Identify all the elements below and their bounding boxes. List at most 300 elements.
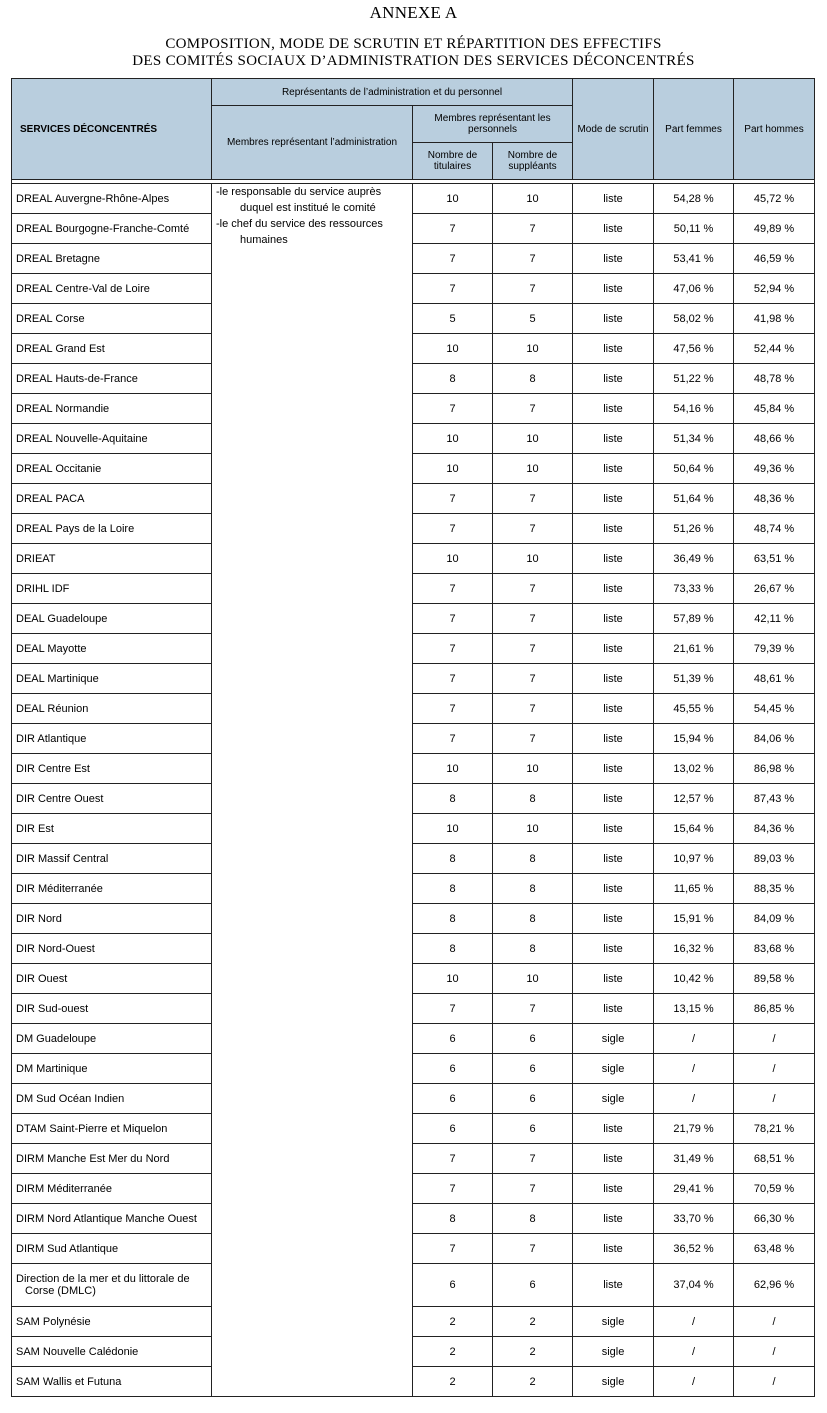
table-row	[12, 1264, 815, 1307]
titulaires-cell: 7	[413, 514, 493, 544]
part-hommes-cell: 84,06 %	[734, 724, 815, 754]
service-name-cell	[12, 544, 212, 574]
service-name-cell	[12, 304, 212, 334]
part-hommes-cell: 62,96 %	[734, 1264, 815, 1307]
service-name-cell	[12, 604, 212, 634]
part-hommes-cell: 52,94 %	[734, 274, 815, 304]
part-femmes-cell: 54,28 %	[654, 184, 734, 214]
table-row	[12, 1367, 815, 1397]
suppleants-cell: 7	[493, 1174, 573, 1204]
part-hommes-cell: 41,98 %	[734, 304, 815, 334]
service-name-cell	[12, 484, 212, 514]
part-femmes-cell: 50,11 %	[654, 214, 734, 244]
part-femmes-cell: 58,02 %	[654, 304, 734, 334]
mode-scrutin-cell: liste	[573, 1204, 654, 1234]
mode-scrutin-cell: liste	[573, 724, 654, 754]
mode-scrutin-cell: liste	[573, 1144, 654, 1174]
table-row	[12, 754, 815, 784]
suppleants-cell: 10	[493, 334, 573, 364]
table-row	[12, 394, 815, 424]
service-name-cell	[12, 394, 212, 424]
suppleants-cell: 7	[493, 1234, 573, 1264]
part-hommes-cell: 84,09 %	[734, 904, 815, 934]
part-femmes-cell: 21,61 %	[654, 634, 734, 664]
suppleants-cell: 7	[493, 634, 573, 664]
part-hommes-cell: 48,66 %	[734, 424, 815, 454]
suppleants-cell: 10	[493, 754, 573, 784]
mode-scrutin-cell: liste	[573, 664, 654, 694]
table-row	[12, 424, 815, 454]
table-row	[12, 184, 815, 214]
part-hommes-cell: 26,67 %	[734, 574, 815, 604]
titulaires-cell: 8	[413, 784, 493, 814]
titulaires-cell: 6	[413, 1264, 493, 1307]
titulaires-cell: 10	[413, 184, 493, 214]
service-name: DTAM Saint-Pierre et Miquelon	[16, 1122, 168, 1135]
header-membres-administration: Membres représentant l’administration	[212, 106, 413, 180]
table-row	[12, 634, 815, 664]
service-name-cell	[12, 1234, 212, 1264]
titulaires-cell: 10	[413, 814, 493, 844]
part-femmes-cell: 51,26 %	[654, 514, 734, 544]
part-hommes-cell: 48,74 %	[734, 514, 815, 544]
service-name-cell	[12, 664, 212, 694]
header-mode-scrutin: Mode de scrutin	[573, 79, 654, 180]
suppleants-cell: 8	[493, 844, 573, 874]
mode-scrutin-cell: liste	[573, 814, 654, 844]
mode-scrutin-cell: liste	[573, 634, 654, 664]
service-name: DM Martinique	[16, 1062, 88, 1075]
suppleants-cell: 6	[493, 1024, 573, 1054]
mode-scrutin-cell: liste	[573, 184, 654, 214]
service-name-cell	[12, 1114, 212, 1144]
service-name-cell	[12, 934, 212, 964]
service-name-cell	[12, 1144, 212, 1174]
titulaires-cell: 10	[413, 754, 493, 784]
mode-scrutin-cell: liste	[573, 1264, 654, 1307]
service-name-cell	[12, 214, 212, 244]
suppleants-cell: 10	[493, 424, 573, 454]
part-hommes-cell: 42,11 %	[734, 604, 815, 634]
table-row	[12, 1084, 815, 1114]
part-femmes-cell: 15,64 %	[654, 814, 734, 844]
suppleants-cell: 7	[493, 664, 573, 694]
mode-scrutin-cell: liste	[573, 934, 654, 964]
suppleants-cell: 7	[493, 604, 573, 634]
service-name-cell	[12, 1264, 212, 1307]
service-name: DREAL Auvergne-Rhône-Alpes	[16, 192, 170, 205]
service-name: DREAL Centre-Val de Loire	[16, 282, 150, 295]
mode-scrutin-cell: sigle	[573, 1024, 654, 1054]
suppleants-cell: 8	[493, 904, 573, 934]
suppleants-cell: 6	[493, 1114, 573, 1144]
table-row	[12, 844, 815, 874]
part-hommes-cell: 68,51 %	[734, 1144, 815, 1174]
part-hommes-cell: 86,98 %	[734, 754, 815, 784]
titulaires-cell: 8	[413, 1204, 493, 1234]
titulaires-cell: 8	[413, 904, 493, 934]
part-femmes-cell: 51,39 %	[654, 664, 734, 694]
titulaires-cell: 8	[413, 874, 493, 904]
service-name-cell	[12, 184, 212, 214]
part-femmes-cell: 45,55 %	[654, 694, 734, 724]
service-name: SAM Wallis et Futuna	[16, 1375, 122, 1388]
suppleants-cell: 8	[493, 874, 573, 904]
service-name: DEAL Martinique	[16, 672, 99, 685]
part-hommes-cell: 87,43 %	[734, 784, 815, 814]
service-name: DREAL Normandie	[16, 402, 110, 415]
service-name: DIRM Méditerranée	[16, 1182, 112, 1195]
mode-scrutin-cell: liste	[573, 844, 654, 874]
mode-scrutin-cell: liste	[573, 334, 654, 364]
part-femmes-cell: /	[654, 1084, 734, 1114]
part-femmes-cell: /	[654, 1054, 734, 1084]
part-femmes-cell: 36,49 %	[654, 544, 734, 574]
titulaires-cell: 10	[413, 334, 493, 364]
table-row	[12, 454, 815, 484]
service-name-cell	[12, 244, 212, 274]
suppleants-cell: 8	[493, 784, 573, 814]
services-table	[11, 78, 815, 1397]
part-hommes-cell: 86,85 %	[734, 994, 815, 1024]
part-femmes-cell: 33,70 %	[654, 1204, 734, 1234]
suppleants-cell: 2	[493, 1307, 573, 1337]
part-hommes-cell: 45,72 %	[734, 184, 815, 214]
suppleants-cell: 7	[493, 574, 573, 604]
part-hommes-cell: /	[734, 1307, 815, 1337]
table-row	[12, 814, 815, 844]
service-name: DRIEAT	[16, 552, 56, 565]
suppleants-cell: 6	[493, 1264, 573, 1307]
table-header	[12, 79, 815, 184]
part-femmes-cell: 54,16 %	[654, 394, 734, 424]
admin-members-cell	[212, 184, 413, 1397]
service-name-cell	[12, 1204, 212, 1234]
titulaires-cell: 7	[413, 634, 493, 664]
document-subtitle-line1: COMPOSITION, MODE DE SCRUTIN ET RÉPARTITION DES EFFECTIFS	[165, 36, 662, 52]
service-name-cell	[12, 994, 212, 1024]
service-name: DREAL Pays de la Loire	[16, 522, 135, 535]
part-femmes-cell: 36,52 %	[654, 1234, 734, 1264]
suppleants-cell: 7	[493, 724, 573, 754]
part-hommes-cell: 63,51 %	[734, 544, 815, 574]
titulaires-cell: 7	[413, 244, 493, 274]
service-name: DIR Atlantique	[16, 732, 87, 745]
titulaires-cell: 7	[413, 214, 493, 244]
suppleants-cell: 7	[493, 1144, 573, 1174]
mode-scrutin-cell: liste	[573, 604, 654, 634]
document-subtitle-line2: DES COMITÉS SOCIAUX D’ADMINISTRATION DES SERVICES DÉCONCENTRÉS	[132, 53, 695, 69]
admin-member-item: -le responsable du service auprès	[216, 186, 382, 198]
service-name-cell	[12, 1174, 212, 1204]
service-name-cell	[12, 514, 212, 544]
mode-scrutin-cell: liste	[573, 214, 654, 244]
table-row	[12, 1114, 815, 1144]
suppleants-cell: 2	[493, 1337, 573, 1367]
part-hommes-cell: 45,84 %	[734, 394, 815, 424]
table-row	[12, 1337, 815, 1367]
part-femmes-cell: 16,32 %	[654, 934, 734, 964]
service-name: DEAL Réunion	[16, 702, 89, 715]
part-femmes-cell: 31,49 %	[654, 1144, 734, 1174]
service-name: DIRM Nord Atlantique Manche Ouest	[16, 1212, 197, 1225]
titulaires-cell: 8	[413, 364, 493, 394]
suppleants-cell: 7	[493, 484, 573, 514]
part-femmes-cell: 21,79 %	[654, 1114, 734, 1144]
part-femmes-cell: 51,22 %	[654, 364, 734, 394]
service-name: SAM Polynésie	[16, 1315, 91, 1328]
suppleants-cell: 10	[493, 964, 573, 994]
part-hommes-cell: 48,78 %	[734, 364, 815, 394]
part-femmes-cell: 13,02 %	[654, 754, 734, 784]
part-femmes-cell: 15,94 %	[654, 724, 734, 754]
table-row	[12, 664, 815, 694]
mode-scrutin-cell: sigle	[573, 1084, 654, 1114]
part-hommes-cell: 63,48 %	[734, 1234, 815, 1264]
part-hommes-cell: 49,89 %	[734, 214, 815, 244]
titulaires-cell: 5	[413, 304, 493, 334]
suppleants-cell: 10	[493, 184, 573, 214]
suppleants-cell: 6	[493, 1084, 573, 1114]
service-name-cell	[12, 454, 212, 484]
table-row	[12, 1054, 815, 1084]
titulaires-cell: 2	[413, 1307, 493, 1337]
titulaires-cell: 10	[413, 454, 493, 484]
table-row	[12, 694, 815, 724]
header-nombre-titulaires: Nombre de titulaires	[413, 143, 493, 180]
part-femmes-cell: 73,33 %	[654, 574, 734, 604]
table-row	[12, 1024, 815, 1054]
titulaires-cell: 7	[413, 1144, 493, 1174]
titulaires-cell: 6	[413, 1084, 493, 1114]
suppleants-cell: 7	[493, 994, 573, 1024]
table-row	[12, 304, 815, 334]
service-name: DREAL Corse	[16, 312, 85, 325]
suppleants-cell: 10	[493, 544, 573, 574]
service-name: DRIHL IDF	[16, 582, 70, 595]
table-row	[12, 994, 815, 1024]
suppleants-cell: 7	[493, 694, 573, 724]
titulaires-cell: 10	[413, 424, 493, 454]
part-femmes-cell: /	[654, 1024, 734, 1054]
part-femmes-cell: 13,15 %	[654, 994, 734, 1024]
titulaires-cell: 7	[413, 694, 493, 724]
part-femmes-cell: 50,64 %	[654, 454, 734, 484]
suppleants-cell: 8	[493, 364, 573, 394]
header-part-femmes: Part femmes	[654, 79, 734, 180]
suppleants-cell: 8	[493, 1204, 573, 1234]
service-name-continued: Corse (DMLC)	[25, 1285, 96, 1297]
part-hommes-cell: 89,58 %	[734, 964, 815, 994]
service-name-cell	[12, 1307, 212, 1337]
service-name-cell	[12, 814, 212, 844]
part-femmes-cell: /	[654, 1307, 734, 1337]
header-services: SERVICES DÉCONCENTRÉS	[12, 79, 212, 180]
service-name-cell	[12, 334, 212, 364]
service-name-cell	[12, 274, 212, 304]
service-name: SAM Nouvelle Calédonie	[16, 1345, 139, 1358]
part-hommes-cell: /	[734, 1084, 815, 1114]
titulaires-cell: 8	[413, 934, 493, 964]
suppleants-cell: 10	[493, 454, 573, 484]
admin-member-item-continued: duquel est institué le comité	[240, 202, 376, 214]
part-femmes-cell: 53,41 %	[654, 244, 734, 274]
table-row	[12, 1234, 815, 1264]
mode-scrutin-cell: liste	[573, 1114, 654, 1144]
suppleants-cell: 2	[493, 1367, 573, 1397]
part-hommes-cell: 84,36 %	[734, 814, 815, 844]
mode-scrutin-cell: liste	[573, 874, 654, 904]
part-hommes-cell: 48,36 %	[734, 484, 815, 514]
table-row	[12, 784, 815, 814]
table-row	[12, 604, 815, 634]
table-row	[12, 1307, 815, 1337]
mode-scrutin-cell: liste	[573, 304, 654, 334]
mode-scrutin-cell: liste	[573, 244, 654, 274]
table-row	[12, 724, 815, 754]
mode-scrutin-cell: liste	[573, 424, 654, 454]
header-nombre-suppleants: Nombre de suppléants	[493, 143, 573, 180]
part-hommes-cell: 48,61 %	[734, 664, 815, 694]
part-femmes-cell: 57,89 %	[654, 604, 734, 634]
mode-scrutin-cell: liste	[573, 694, 654, 724]
service-name: DM Guadeloupe	[16, 1032, 97, 1045]
mode-scrutin-cell: liste	[573, 274, 654, 304]
header-membres-personnels: Membres représentant les personnels	[413, 106, 573, 143]
table-row	[12, 484, 815, 514]
service-name-cell	[12, 424, 212, 454]
service-name-cell	[12, 574, 212, 604]
table-row	[12, 1144, 815, 1174]
mode-scrutin-cell: liste	[573, 364, 654, 394]
part-femmes-cell: /	[654, 1367, 734, 1397]
mode-scrutin-cell: liste	[573, 1174, 654, 1204]
mode-scrutin-cell: liste	[573, 484, 654, 514]
service-name-cell	[12, 634, 212, 664]
service-name: DEAL Guadeloupe	[16, 612, 108, 625]
mode-scrutin-cell: liste	[573, 574, 654, 604]
table-row	[12, 544, 815, 574]
mode-scrutin-cell: sigle	[573, 1307, 654, 1337]
service-name-cell	[12, 1337, 212, 1367]
suppleants-cell: 7	[493, 394, 573, 424]
titulaires-cell: 6	[413, 1114, 493, 1144]
part-hommes-cell: 78,21 %	[734, 1114, 815, 1144]
part-hommes-cell: /	[734, 1367, 815, 1397]
service-name-cell	[12, 364, 212, 394]
table-row	[12, 1174, 815, 1204]
suppleants-cell: 7	[493, 514, 573, 544]
part-hommes-cell: 46,59 %	[734, 244, 815, 274]
suppleants-cell: 5	[493, 304, 573, 334]
titulaires-cell: 7	[413, 724, 493, 754]
part-hommes-cell: 88,35 %	[734, 874, 815, 904]
service-name: DREAL Bourgogne-Franche-Comté	[16, 222, 190, 235]
table-row	[12, 244, 815, 274]
mode-scrutin-cell: liste	[573, 514, 654, 544]
titulaires-cell: 10	[413, 964, 493, 994]
service-name: DIR Méditerranée	[16, 882, 103, 895]
service-name: DIR Ouest	[16, 972, 68, 985]
part-femmes-cell: 29,41 %	[654, 1174, 734, 1204]
mode-scrutin-cell: liste	[573, 964, 654, 994]
part-femmes-cell: 51,34 %	[654, 424, 734, 454]
part-hommes-cell: 83,68 %	[734, 934, 815, 964]
titulaires-cell: 2	[413, 1337, 493, 1367]
part-femmes-cell: 12,57 %	[654, 784, 734, 814]
part-femmes-cell: 10,97 %	[654, 844, 734, 874]
titulaires-cell: 7	[413, 574, 493, 604]
mode-scrutin-cell: liste	[573, 994, 654, 1024]
part-femmes-cell: 51,64 %	[654, 484, 734, 514]
titulaires-cell: 7	[413, 1234, 493, 1264]
table-row	[12, 364, 815, 394]
admin-member-item: -le chef du service des ressources	[216, 218, 383, 230]
table-row	[12, 214, 815, 244]
header-representants: Représentants de l’administration et du personnel	[212, 79, 573, 106]
table-body	[12, 184, 815, 1397]
table-row	[12, 334, 815, 364]
service-name-cell	[12, 1054, 212, 1084]
service-name: DIR Massif Central	[16, 852, 109, 865]
part-hommes-cell: 54,45 %	[734, 694, 815, 724]
mode-scrutin-cell: sigle	[573, 1367, 654, 1397]
part-hommes-cell: 52,44 %	[734, 334, 815, 364]
header-part-hommes: Part hommes	[734, 79, 815, 180]
service-name: DIR Centre Ouest	[16, 792, 104, 805]
table-row	[12, 274, 815, 304]
suppleants-cell: 7	[493, 274, 573, 304]
table-row	[12, 904, 815, 934]
service-name: DIRM Manche Est Mer du Nord	[16, 1152, 170, 1165]
titulaires-cell: 7	[413, 484, 493, 514]
titulaires-cell: 7	[413, 1174, 493, 1204]
mode-scrutin-cell: sigle	[573, 1337, 654, 1367]
service-name: DREAL Hauts-de-France	[16, 372, 138, 385]
suppleants-cell: 10	[493, 814, 573, 844]
service-name: DIR Sud-ouest	[16, 1002, 89, 1015]
table-row	[12, 964, 815, 994]
part-femmes-cell: 37,04 %	[654, 1264, 734, 1307]
service-name-cell	[12, 904, 212, 934]
service-name-cell	[12, 694, 212, 724]
mode-scrutin-cell: sigle	[573, 1054, 654, 1084]
service-name: DIR Est	[16, 822, 54, 835]
service-name-cell	[12, 964, 212, 994]
service-name-cell	[12, 844, 212, 874]
table-row	[12, 934, 815, 964]
mode-scrutin-cell: liste	[573, 394, 654, 424]
table-row	[12, 874, 815, 904]
titulaires-cell: 6	[413, 1054, 493, 1084]
titulaires-cell: 7	[413, 274, 493, 304]
service-name: DEAL Mayotte	[16, 642, 87, 655]
mode-scrutin-cell: liste	[573, 754, 654, 784]
service-name: DIR Nord-Ouest	[16, 942, 95, 955]
part-femmes-cell: 10,42 %	[654, 964, 734, 994]
service-name: DREAL Occitanie	[16, 462, 102, 475]
part-hommes-cell: 66,30 %	[734, 1204, 815, 1234]
part-hommes-cell: /	[734, 1024, 815, 1054]
mode-scrutin-cell: liste	[573, 544, 654, 574]
mode-scrutin-cell: liste	[573, 1234, 654, 1264]
titulaires-cell: 8	[413, 844, 493, 874]
mode-scrutin-cell: liste	[573, 904, 654, 934]
table-row	[12, 1204, 815, 1234]
service-name-cell	[12, 724, 212, 754]
mode-scrutin-cell: liste	[573, 784, 654, 814]
suppleants-cell: 7	[493, 244, 573, 274]
